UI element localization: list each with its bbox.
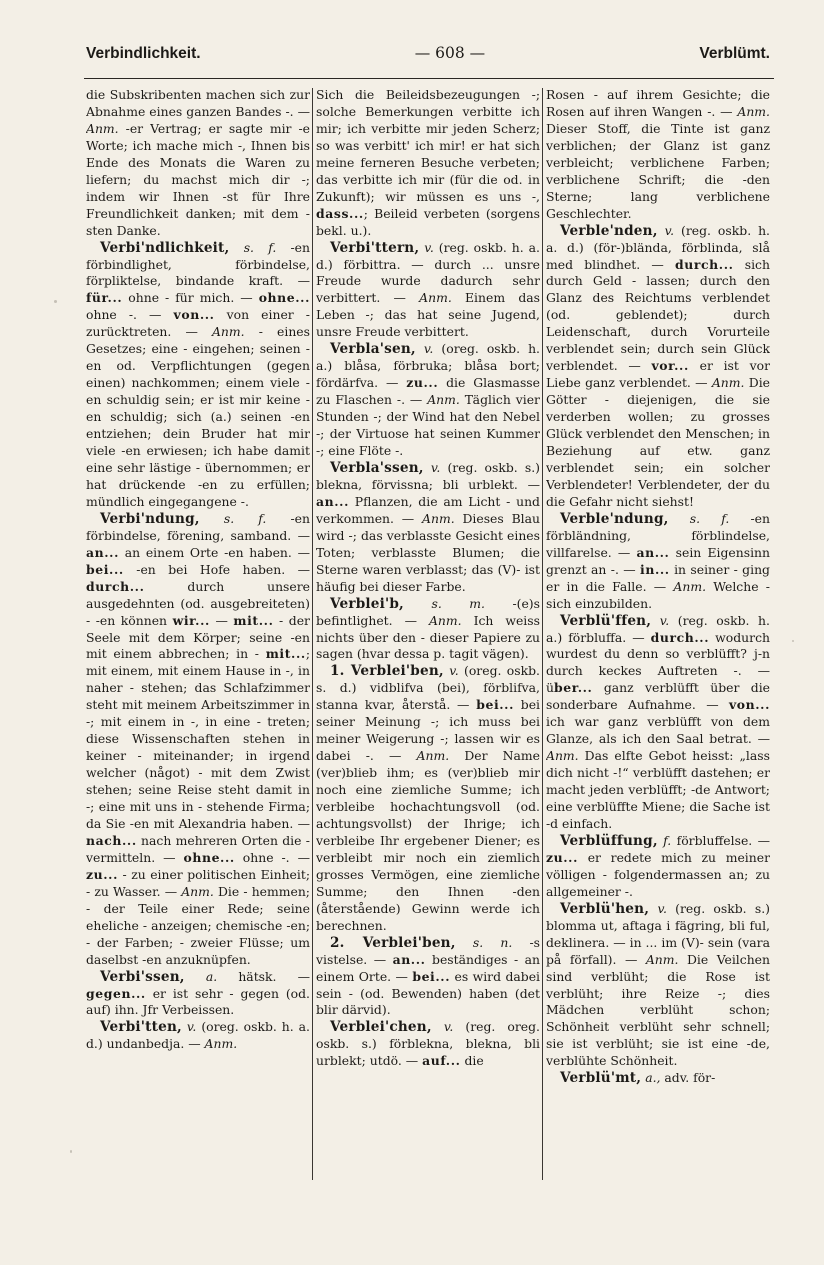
annotation-marker: Anm. [419,290,452,306]
header-left-catchword: Verbindlichkeit. [86,45,201,62]
phrase-marker: an... [636,544,670,560]
entry-text: -(e)s befintlighet. — Anm. Ich weiss nichts über den - dieser Papiere zu sagen (hvar dessa p. tagit vägen). [316,595,540,662]
phrase-marker: gegen... [86,985,146,1001]
phrase-marker: durch... [86,578,145,594]
entry-text: förbluffelse. — zu... er redete mich zu meiner völligen - folgendermassen an; zu allgemeiner -. [546,832,770,899]
entry-text: (oreg. oskb. s. d.) vidblifva (bei), förblifva, stanna kvar, återstå. — bei... bei seiner Meinung -; ich muss bei meiner Weigerung -; lassen wir es dabei -. — Anm. Der Name (ver)blieb ihm; es (ver)blieb mir noch eine ziemliche Summe; ich verbleibe hochachtungsvoll (od. achtungsvollst) der Ihrige; ich verbleibe Ihr ergebener Diener; es verbleibt mir noch ein ziemlich grosses Vermögen, eine ziemliche Summe; den Ihnen -den (återstående) Gewinn werde ich berechnen. [316,663,540,933]
phrase-marker: vor... [651,358,689,374]
phrase-marker: mit... [265,646,306,662]
header-right-catchword: Verblümt. [699,45,770,62]
entry-headword: 1. Verblei'ben, [330,663,444,680]
dictionary-entry [316,460,540,596]
entry-headword: Verbi'ndung, [100,510,200,527]
phrase-marker: durch... [650,629,710,645]
header-rule [84,78,774,79]
entry-grammar: v. [424,239,434,255]
entry-headword: 2. Verblei'ben, [330,934,456,951]
phrase-marker: ohne... [183,849,235,865]
phrase-marker: in... [640,561,670,577]
column-divider-1 [312,88,313,1180]
entry-headword: Verbi'ssen, [100,968,185,985]
entry-text: adv. för- [664,1070,716,1086]
column-1 [86,87,310,1182]
entry-headword: Verbi'tten, [100,1019,182,1036]
paper-speck [70,1150,72,1153]
entry-text: (oreg. oskb. h. a.) blåsa, förbruka; blåsa bort; fördärfva. — zu... die Glasmasse zu Flaschen -. — Anm. Täglich vier Stunden -; der Wind hat den Nebel -; der Virtuose hat seinen Kummer -; eine Flöte -. [316,341,540,459]
entry-text: -en förbländning, förblindelse, villfarelse. — an... sein Eigensinn grenzt an -. — in... in seiner - ging er in die Falle. — Anm. Welche - sich einzubilden. [546,510,770,611]
entry-grammar: v. [423,341,434,357]
entry-text: (oreg. oskb. h. a. d.) undanbedja. — Anm. [86,1019,310,1052]
entry-text: -en förbindlighet, förbindelse, förpliktelse, bindande kraft. — für... ohne - für mich. — ohne... ohne -. — von... von einer - zurücktreten. — Anm. - eines Gesetzes; eine - eingehen; seinen -en od. Verpflichtungen (gegen einen) nachkommen; einem viele -en schuldig sein; er ist mir keine -en schuldig; sich (a.) seinen -en entziehen; dein Bruder hat mir viele -en erwiesen; ich habe damit eine sehr lästige - übernommen; er hat drückende -en zu erfüllen; mündlich eingegangene -. [86,239,310,509]
entry-continuation [546,87,770,223]
entry-headword: Verbi'ttern, [330,239,420,256]
dictionary-entry [316,935,540,1020]
entry-grammar: s. f. [223,510,267,526]
annotation-marker: Anm. [86,120,119,136]
annotation-marker: Anm. [737,103,770,119]
entry-grammar: s. f. [243,239,277,255]
entry-headword: Verblei'b, [330,595,404,612]
annotation-marker: Anm. [181,883,214,899]
entry-grammar: v. [430,459,441,475]
dictionary-entry [316,663,540,934]
column-3 [546,87,770,1182]
phrase-marker: für... [86,290,123,306]
phrase-marker: wir... [172,612,210,628]
phrase-marker: ohne... [258,290,310,306]
entry-text: (reg. oskb. s.) blekna, förvissna; bli urblekt. — an... Pflanzen, die am Licht - und verkommen. — Anm. Dieses Blau wird -; das verblasste Gesicht eines Toten; verblasste Blumen; die Sterne waren verblasst; das (V)- ist häufig bei dieser Farbe. [316,459,540,594]
entry-grammar: v. [186,1019,197,1035]
dictionary-entry [86,240,310,511]
entry-grammar: v. [449,663,459,679]
entry-grammar: v. [657,900,667,916]
annotation-marker: Anm. [416,748,450,764]
entry-text: (reg. oskb. h. a.) förbluffa. — durch... wodurch wurdest du denn so verblüfft? j-n durch keckes Auftreten -. — über... ganz verblüfft über die sonderbare Aufnahme. — von... ich war ganz verblüfft von dem Glanze, als ich den Saal betrat. — Anm. Das elfte Gebot heisst: „lass dich nicht -!“ verblüfft dastehen; er macht jeden verblüfft; -de Antwort; eine verblüffte Miene; die Sache ist -d einfach. [546,612,770,831]
entry-headword: Verble'nden, [560,222,658,239]
dictionary-entry [546,833,770,901]
annotation-marker: Anm. [673,578,707,594]
phrase-marker: dass... [316,205,364,221]
entry-grammar: v. [659,612,670,628]
entry-text: Rosen - auf ihrem Gesichte; die Rosen auf ihren Wangen -. — Anm. Dieser Stoff, die Tinte ist ganz verblichen; der Glanz ist ganz verbleicht; verblichene Farben; verblichene Schrift; die -den Sterne; lang verblichene Geschlechter. [546,87,770,221]
annotation-marker: Anm. [546,748,579,764]
phrase-marker: durch... [675,256,734,272]
column-2 [316,87,540,1182]
entry-headword: Verblü'mt, [560,1070,642,1087]
annotation-marker: Anm. [428,612,462,628]
dictionary-entry [86,1019,310,1053]
column-divider-2 [542,88,543,1180]
entry-grammar: s. m. [431,595,485,611]
phrase-marker: zu... [546,849,578,865]
phrase-marker: zu... [406,375,439,391]
dictionary-entry [316,596,540,664]
phrase-marker: an... [86,544,119,560]
annotation-marker: Anm. [645,951,679,967]
entry-continuation [86,87,310,240]
paper-speck [792,640,794,642]
page-number: — 608 — [414,44,486,62]
annotation-marker: Anm. [204,1036,238,1052]
entry-text: die Subskribenten machen sich zur Abnahme eines ganzen Bandes -. — Anm. -er Vertrag; er sagte mir -e Worte; ich mache mich -, Ihnen bis Ende des Monats die Waren zu liefern; du machst mich dir -; indem wir Ihnen -st für Ihre Freundlichkeit danken; mit dem -sten Danke. [86,87,310,238]
entry-grammar: v. [664,222,675,238]
entry-text: (reg. oskb. s.) blomma ut, aftaga i fägring, bli ful, deklinera. — in ... im (V)- sein (vara på förfall). — Anm. Die Veilchen sind verblüht; die Rose ist verblüht; ihre Reize -; dies Mädchen verblüht schon; Schönheit verblüht sehr schnell; sie ist verblüht; sie ist eine -de, verblühte Schönheit. [546,900,770,1069]
phrase-marker: von... [728,697,770,713]
entry-text: hätsk. — gegen... er ist sehr - gegen (od. auf) ihn. Jfr Verbeissen. [86,968,310,1018]
entry-grammar: a., [645,1070,661,1086]
entry-grammar: f. [663,832,672,848]
dictionary-entry [546,901,770,1071]
phrase-marker: zu... [86,866,118,882]
entry-headword: Verblü'hen, [560,900,650,917]
entry-grammar: s. f. [689,510,730,526]
entry-headword: Verbla'sen, [330,341,416,358]
annotation-marker: Anm. [427,392,460,408]
entry-text: Sich die Beileidsbezeugungen -; solche Bemerkungen verbitte ich mir; ich verbitte mir jeden Scherz; so was verbitt' ich mir! er hat sich meine ferneren Besuche verbeten; das verbitte ich mir (für die od. in Zukunft); wir müssen es uns -, dass...; Beileid verbeten (sorgens bekl. u.). [316,87,540,238]
entry-headword: Verblü'ffen, [560,612,652,629]
entry-grammar: s. n. [472,934,513,950]
dictionary-entry [546,613,770,833]
entry-headword: Verblei'chen, [330,1019,432,1036]
dictionary-entry [86,511,310,969]
dictionary-entry [546,223,770,511]
phrase-marker: auf... [422,1053,461,1069]
entry-continuation [316,87,540,240]
page-header [86,44,770,72]
dictionary-entry [316,341,540,460]
entry-text: -s vistelse. — an... beständiges - an einem Orte. — bei... es wird dabei sein - (od. Bewenden) haben (det blir därvid). [316,934,540,1018]
dictionary-entry [546,1070,770,1087]
entry-text: (reg. oskb. h. a. d.) (för-)blända, förblinda, slå med blindhet. — durch... sich durch Geld - lassen; durch den Glanz des Reichtums verblendet (od. geblendet); durch Leidenschaft, durch Vorurteile verblendet sein; durch sein Glück verblendet. — vor... er ist vor Liebe ganz verblendet. — Anm. Die Götter - diejenigen, die sie verderben wollen; zu grosses Glück verblendet den Menschen; in Beziehung auf etw. ganz verblendet sein; ein solcher Verblendeter! Verblendeter, der du die Gefahr nicht siehst! [546,222,770,509]
entry-grammar: v. [443,1019,454,1035]
paper-speck [54,300,57,303]
phrase-marker: nach... [86,832,137,848]
entry-text: -en förbindelse, förening, samband. — an... an einem Orte -en haben. — bei... -en bei Hofe haben. — durch... durch unsere ausgedehnten (od. ausgebreiteten) - -en können wir... — mit... - der Seele mit dem Körper; seine -en mit einem abbrechen; in - mit...; mit einem, mit einem Hause in -, in naher - stehen; das Schlafzimmer steht mit meinem Arbeitszimmer in -; mit einem in -, in eine - treten; diese Wissenschaften stehen in keiner - miteinander; in irgend welcher (något) - mit dem Zwist stehen; seine Reise steht damit in -; eine mit uns in - stehende Firma; da Sie -en mit Alexandria haben. — nach... nach mehreren Orten die - vermitteln. — ohne... ohne -. — zu... - zu einer politischen Einheit; - zu Wasser. — Anm. Die - hemmen; - der Teile einer Rede; seine eheliche - anzeigen; chemische -en; - der Farben; - zweier Flüsse; um daselbst -en anzuknüpfen. [86,510,310,967]
phrase-marker: bei... [86,561,124,577]
phrase-marker: bei... [476,697,514,713]
phrase-marker: bei... [412,968,451,984]
dictionary-entry [86,969,310,1020]
annotation-marker: Anm. [211,324,245,340]
entry-text: (reg. oskb. h. a. d.) förbittra. — durch ... unsre Freude wurde dadurch sehr verbittert. — Anm. Einem das Leben -; das hat seine Jugend, unsre Freude verbittert. [316,239,540,340]
phrase-marker: ber... [553,680,593,696]
phrase-marker: an... [392,951,426,967]
entry-grammar: a. [205,968,218,984]
entry-text: (reg. oreg. oskb. s.) förblekna, blekna, bli urblekt; utdö. — auf... die [316,1019,540,1069]
annotation-marker: Anm. [422,510,455,526]
entry-headword: Verbla'ssen, [330,459,424,476]
phrase-marker: an... [316,493,349,509]
phrase-marker: mit... [233,612,274,628]
phrase-marker: von... [173,307,215,323]
dictionary-entry [546,511,770,613]
dictionary-entry [316,240,540,342]
entry-headword: Verble'ndung, [560,510,669,527]
entry-headword: Verblüffung, [560,832,658,849]
dictionary-entry [316,1019,540,1070]
annotation-marker: Anm. [711,375,745,391]
entry-headword: Verbi'ndlichkeit, [100,239,230,256]
